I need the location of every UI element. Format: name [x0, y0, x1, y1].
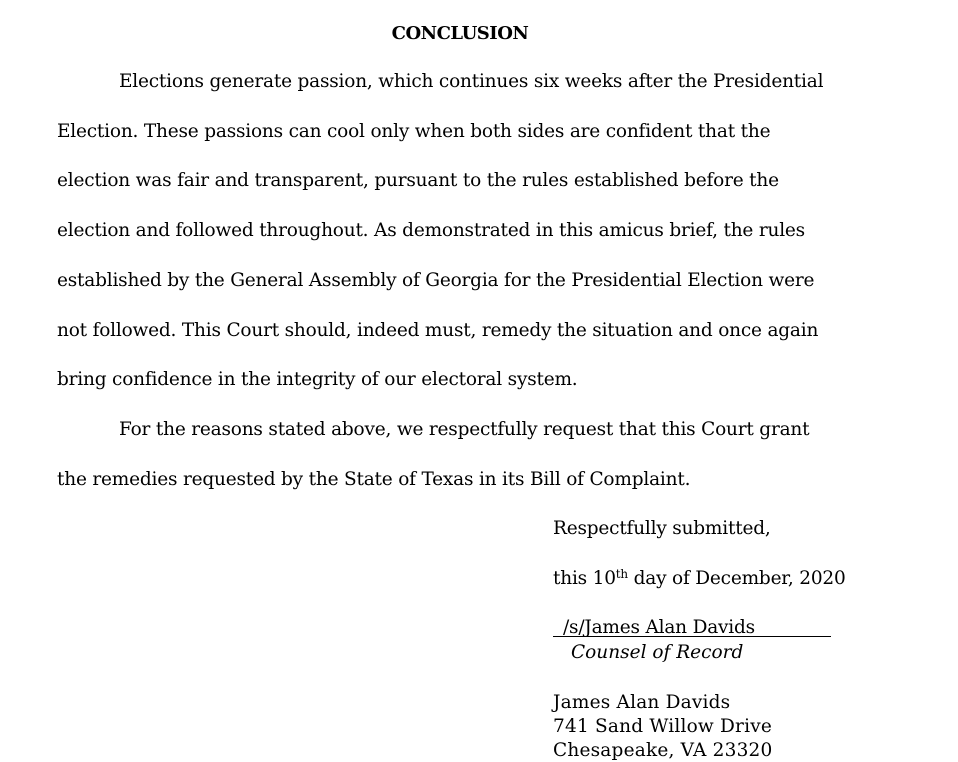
paragraph-line: not followed. This Court should, indeed must, remedy the situation and once again — [57, 320, 819, 341]
counsel-role: Counsel of Record — [571, 642, 744, 663]
paragraph-line: bring confidence in the integrity of our electoral system. — [57, 369, 578, 390]
paragraph-line: Elections generate passion, which continues six weeks after the Presidential — [119, 71, 824, 92]
section-heading: CONCLUSION — [391, 23, 529, 44]
paragraph-line: the remedies requested by the State of Texas in its Bill of Complaint. — [57, 469, 691, 490]
paragraph-line: Election. These passions can cool only when both sides are confident that the — [57, 121, 771, 142]
signature-date — [553, 568, 846, 590]
date-prefix: this 10 — [553, 568, 616, 589]
signature-line — [553, 636, 831, 637]
signature-name: /s/James Alan Davids — [563, 617, 755, 638]
paragraph-line: election and followed throughout. As demonstrated in this amicus brief, the rules — [57, 220, 805, 241]
paragraph-line: established by the General Assembly of Georgia for the Presidential Election were — [57, 270, 815, 291]
address-name: James Alan Davids — [553, 692, 731, 713]
closing-text: Respectfully submitted, — [553, 518, 771, 539]
paragraph-line: For the reasons stated above, we respectfully request that this Court grant — [119, 419, 810, 440]
date-suffix: day of December, 2020 — [627, 568, 846, 589]
paragraph-line: election was fair and transparent, pursuant to the rules established before the — [57, 170, 779, 191]
address-street: 741 Sand Willow Drive — [553, 716, 773, 737]
address-city: Chesapeake, VA 23320 — [553, 740, 773, 761]
date-ordinal: th — [615, 567, 628, 581]
